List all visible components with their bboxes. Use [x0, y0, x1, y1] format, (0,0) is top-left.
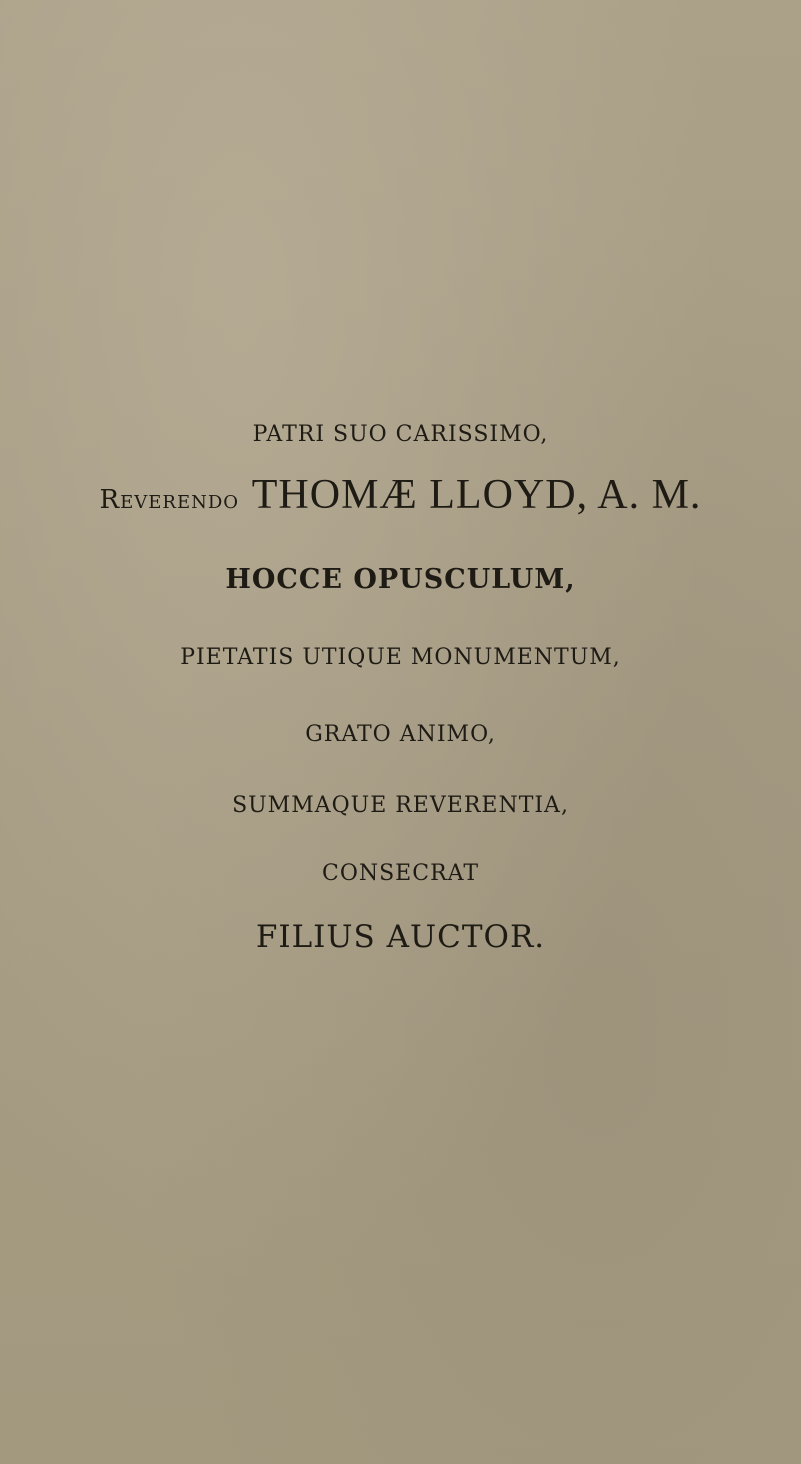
dedication-line-filius: FILIUS AUCTOR.: [255, 919, 546, 955]
dedication-line-patri: PATRI SUO CARISSIMO,: [252, 422, 549, 447]
dedication-line-grato: GRATO ANIMO,: [305, 722, 496, 747]
dedication-line-name: [0, 474, 801, 516]
dedication-line-pietatis: PIETATIS UTIQUE MONUMENTUM,: [180, 645, 621, 670]
honorific-reverendo: Reverendo: [99, 485, 240, 515]
dedication-line-summaque: SUMMAQUE REVERENTIA,: [232, 793, 569, 818]
dedication-line-opusculum: HOCCE OPUSCULUM,: [225, 564, 576, 595]
dedicatee-name: THOMÆ LLOYD, A. M.: [251, 472, 702, 518]
dedication-line-consecrat: CONSECRAT: [321, 861, 479, 886]
